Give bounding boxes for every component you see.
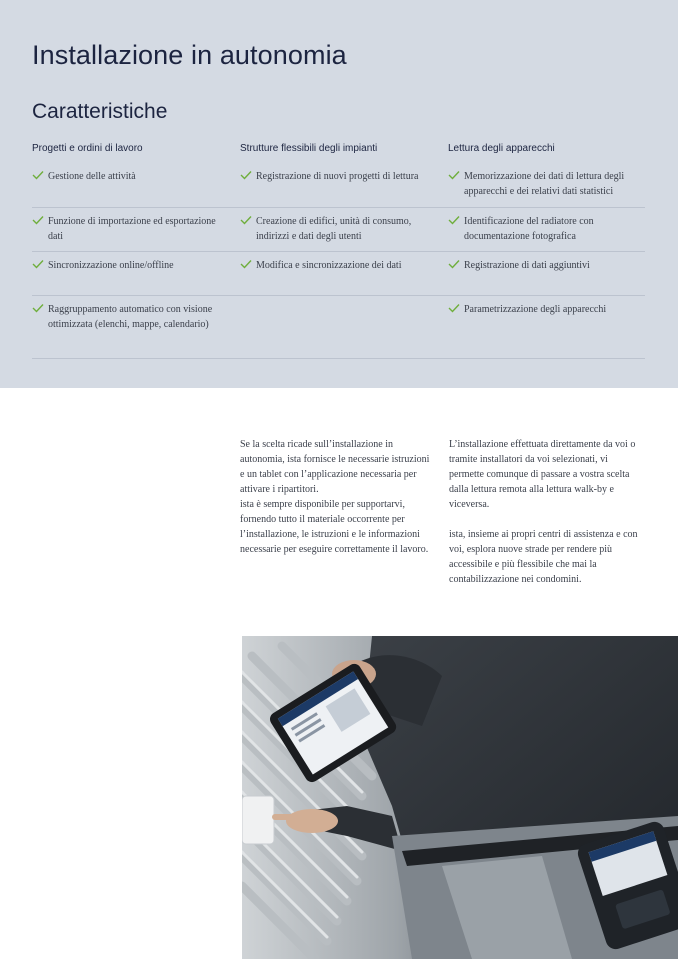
body-paragraph: Se la scelta ricade sull’installazione in autonomia, ista fornisce le necessarie istruzioni e un tablet con l’applicazione necessaria per attivare i ripartitori. ista è sempre disponibile per supportarvi, fornendo tutto il materiale occorrente per l’installazione, le istruzioni e le informazioni necessarie per eseguire correttamente il lavoro. (240, 439, 430, 555)
feature-text: Raggruppamento automatico con visione ottimizzata (elenchi, mappe, calendario) (48, 304, 213, 330)
feature-item (32, 252, 240, 296)
column-heading: Lettura degli apparecchi (448, 143, 555, 154)
check-icon (240, 170, 256, 182)
body-paragraph: ista, insieme ai propri centri di assistenza e con voi, esplora nuove strade per rendere più accessibile e più flessibile che mai la contabilizzazione nei condomini. (449, 529, 638, 585)
feature-item (32, 296, 240, 359)
features-grid (32, 141, 645, 359)
feature-item (448, 208, 645, 252)
feature-text: Registrazione di nuovi progetti di lettura (256, 171, 419, 182)
feature-item (240, 168, 448, 208)
feature-text: Creazione di edifici, unità di consumo, indirizzi e dati degli utenti (256, 216, 412, 242)
check-icon (448, 215, 464, 227)
feature-item (448, 296, 645, 359)
column-heading: Strutture flessibili degli impianti (240, 143, 378, 154)
feature-text: Identificazione del radiatore con documentazione fotografica (464, 216, 594, 242)
feature-item (32, 208, 240, 252)
column-heading: Progetti e ordini di lavoro (32, 143, 143, 154)
check-icon (240, 215, 256, 227)
check-icon (448, 170, 464, 182)
check-icon (32, 170, 48, 182)
feature-item (240, 208, 448, 252)
check-icon (240, 259, 256, 271)
check-icon (448, 259, 464, 271)
check-icon (32, 259, 48, 271)
body-paragraph: L’installazione effettuata direttamente da voi o tramite installatori da voi selezionati, vi permette comunque di passare a vostra scelta dalla lettura remota alla lettura walk-by e viceversa. (449, 439, 636, 510)
feature-item (448, 168, 645, 208)
body-text-left (240, 437, 436, 572)
check-icon (448, 303, 464, 315)
page-title: Installazione in autonomia (32, 40, 347, 70)
feature-text: Gestione delle attività (48, 171, 136, 182)
photo-illustration (242, 636, 678, 959)
technician-tablet-photo (242, 636, 678, 959)
feature-item (32, 168, 240, 208)
section-subtitle: Caratteristiche (32, 100, 168, 123)
feature-text: Memorizzazione dei dati di lettura degli apparecchi e dei relativi dati statistici (464, 171, 625, 197)
feature-text: Parametrizzazione degli apparecchi (464, 304, 607, 315)
feature-text: Sincronizzazione online/offline (48, 260, 174, 271)
feature-item-empty (240, 296, 448, 359)
body-text-right (449, 437, 645, 602)
check-icon (32, 215, 48, 227)
feature-text: Modifica e sincronizzazione dei dati (256, 260, 402, 271)
feature-text: Registrazione di dati aggiuntivi (464, 260, 590, 271)
feature-item (448, 252, 645, 296)
check-icon (32, 303, 48, 315)
feature-item (240, 252, 448, 296)
feature-text: Funzione di importazione ed esportazione dati (48, 216, 216, 242)
